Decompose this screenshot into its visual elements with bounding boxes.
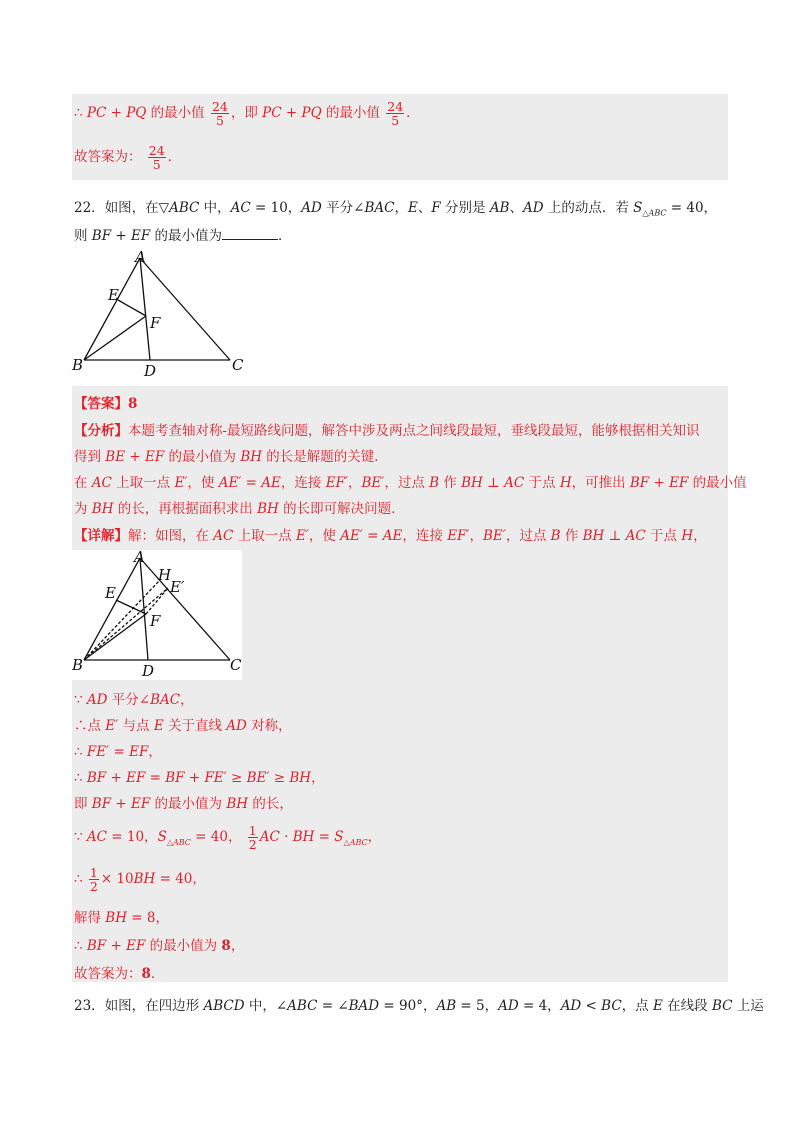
step-8: 解得 BH = 8， (74, 910, 169, 926)
q22-text-line2: 则 BF + EF 的最小值为 ． (74, 228, 292, 244)
q22-text-line1: 22．如图，在▽ABC 中，AC = 10，AD 平分∠BAC，E、F 分别是 AB、AD 上的动点．若 $S_{\triangle ABC} = 40$， (74, 200, 718, 218)
fig1-segment-ad (140, 258, 150, 360)
detail-intro: 【详解】解：如图，在 AC 上取一点 E′，使 AE′ = AE，连接 EF′，BE′，过点 B 作 BH ⊥ AC 于点 H， (74, 528, 707, 544)
fig2-label-h: H (158, 566, 172, 584)
fig2-label-d: D (142, 662, 155, 680)
fig2-label-b: B (72, 656, 84, 674)
analysis-line1: 【分析】本题考查轴对称-最短路线问题，解答中涉及两点之间线段最短，垂线段最短，能够根据相关知识 (74, 423, 700, 439)
fig2-segment-ef (116, 600, 146, 614)
fig2-segment-ad (140, 558, 148, 660)
analysis-line4: 为 BH 的长，再根据面积求出 BH 的长即可解决问题． (74, 501, 405, 517)
step-10: 故答案为：8． (74, 966, 165, 982)
step-7: ∴ $\frac{1}{2}$ × 10BH = 40， (74, 865, 206, 895)
q23-text: 23．如图，在四边形 ABCD 中，∠ABC = ∠BAD = 90°，AB = 5，AD = 4，AD < BC，点 E 在线段 BC 上运 (74, 998, 764, 1014)
fig1-side-ac (140, 258, 230, 360)
fig1-label-b: B (72, 356, 84, 374)
fig1-segment-bf (84, 316, 146, 360)
fig1-label-f: F (150, 314, 161, 332)
fig2-segment-bf (84, 614, 146, 660)
answer-line: 【答案】8 (74, 396, 138, 412)
figure-triangle-2 (72, 550, 242, 680)
fig2-side-ac (140, 558, 230, 660)
step-9: ∴ BF + EF 的最小值为 8， (74, 938, 245, 954)
fig1-side-ab (84, 258, 140, 360)
fig2-segment-fe-prime (146, 588, 168, 614)
step-5: 即 BF + EF 的最小值为 BH 的长， (74, 796, 293, 812)
fig1-segment-ef (118, 300, 146, 316)
analysis-line2: 得到 BE + EF 的最小值为 BH 的长是解题的关键． (74, 449, 388, 465)
fig1-label-d: D (144, 362, 157, 380)
fig2-label-a: A (134, 550, 145, 566)
step-3: ∴ FE′ = EF， (74, 744, 162, 760)
fig2-side-ab (84, 558, 140, 660)
fig1-label-c: C (232, 356, 244, 374)
step-2: ∴点 E′ 与点 E 关于直线 AD 对称， (74, 718, 292, 734)
prev-solution-line2: 故答案为： $\frac{24}{5}$ ． (74, 143, 182, 173)
prev-solution-line1: ∴ PC + PQ 的最小值 $\frac{24}{5}$ ，即 PC + PQ 的最小值 $\frac{24}{5}$ ． (74, 99, 420, 129)
fig1-label-a: A (135, 250, 146, 266)
figure-triangle-1 (70, 250, 250, 380)
fig2-label-c: C (230, 656, 242, 674)
fig1-label-e: E (108, 286, 119, 304)
fig2-label-e: E (105, 584, 116, 602)
step-6: ∵ AC = 10，$S_{\triangle ABC} = 40$， $\frac{1}{2}$ AC · BH = $S_{\triangle ABC}$， (74, 823, 382, 853)
step-1: ∵ AD 平分∠BAC， (74, 692, 194, 708)
fig2-label-e-prime: E′ (170, 578, 185, 596)
fig2-label-f: F (150, 612, 161, 630)
analysis-line3: 在 AC 上取一点 E′，使 AE′ = AE，连接 EF′，BE′，过点 B 作 BH ⊥ AC 于点 H，可推出 BF + EF 的最小值 (74, 475, 747, 491)
step-4: ∴ BF + EF = BF + FE′ ≥ BE′ ≥ BH， (74, 770, 325, 786)
